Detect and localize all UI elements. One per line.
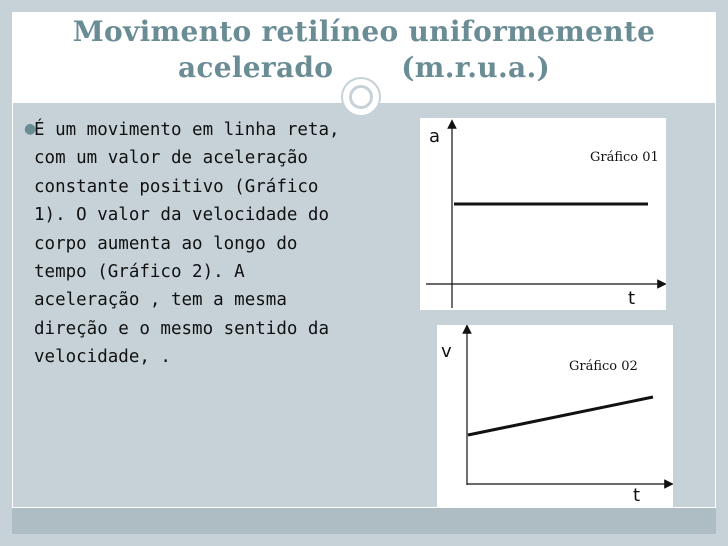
title-line-1: Movimento retilíneo uniformemente — [72, 15, 656, 48]
graph-02-svg — [437, 325, 673, 508]
graph-01-x-label: t — [628, 288, 636, 309]
graph-02-x-label: t — [633, 485, 641, 506]
graph-01-label: Gráfico 01 — [590, 150, 659, 165]
slide-title — [12, 14, 716, 86]
bullet-icon: ● — [24, 121, 37, 137]
bottom-accent-bar — [12, 507, 716, 534]
graph-01-y-label: a — [429, 126, 441, 147]
graph-02 — [437, 325, 673, 508]
body-paragraph: É um movimento em linha reta, com um valor de aceleração constante positivo (Gráfico 1). O valor da velocidade do corpo aumenta ao longo do tempo (Gráfico 2). A aceleração , tem a mesma direção e o mesmo sentido da velocidade, . — [34, 120, 340, 368]
decorative-circle-icon — [341, 77, 381, 117]
title-line-2-right: (m.r.u.a.) — [401, 51, 551, 84]
graph-01 — [420, 118, 666, 310]
title-line-2-left: acelerado — [177, 51, 334, 84]
graph-02-label: Gráfico 02 — [569, 359, 638, 374]
graph-01-svg — [420, 118, 666, 310]
graph-02-velocity-line — [468, 397, 653, 435]
graph-02-y-label: v — [441, 341, 452, 362]
